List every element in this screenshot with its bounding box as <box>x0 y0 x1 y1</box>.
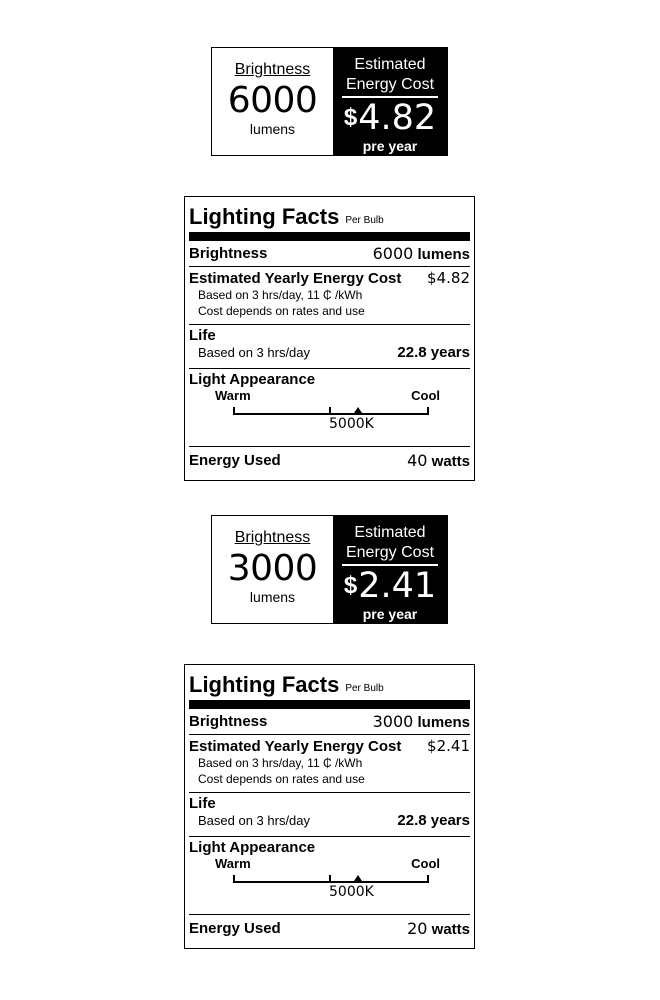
facts-title: Lighting Facts <box>189 672 340 697</box>
energy-summary-label-3000 <box>211 515 448 624</box>
energy-used-value <box>407 451 470 470</box>
life-row <box>189 344 470 361</box>
per-year-text: pre year <box>362 606 418 622</box>
life-value: 22.8 years <box>397 812 470 829</box>
energy-used-row <box>189 447 470 474</box>
currency-symbol: $ <box>343 104 358 131</box>
brightness-label: Brightness <box>189 713 268 730</box>
temperature-marker-icon <box>354 875 362 881</box>
life-label: Life <box>189 795 216 812</box>
brightness-panel <box>212 48 333 155</box>
energy-used-row <box>189 915 470 942</box>
facts-title-row <box>189 197 470 229</box>
color-temperature-scale <box>189 856 470 902</box>
estimated-line-2: Energy Cost <box>345 76 435 93</box>
brightness-panel <box>212 516 333 623</box>
brightness-row <box>189 241 470 266</box>
brightness-number: 6000 <box>372 244 414 263</box>
energy-cost-value: $4.82 <box>427 269 470 287</box>
light-appearance-label: Light Appearance <box>189 371 316 388</box>
cost-wrap <box>344 567 436 605</box>
cost-note-rate: Based on 3 hrs/day, 11 ₵ /kWh <box>198 756 363 770</box>
per-bulb-text: Per Bulb <box>345 215 384 226</box>
scale-tick-mid <box>329 875 331 883</box>
scale-tick-start <box>233 875 235 883</box>
estimated-line-2: Energy Cost <box>345 544 435 561</box>
cost-value: 4.82 <box>358 98 437 138</box>
warm-label: Warm <box>215 388 251 403</box>
energy-cost-panel <box>333 48 447 155</box>
cost-value: 2.41 <box>358 566 437 606</box>
energy-used-value <box>407 919 470 938</box>
thick-divider <box>189 700 470 709</box>
cool-label: Cool <box>411 388 440 403</box>
scale-tick-end <box>427 875 429 883</box>
lumens-value: 6000 <box>227 80 318 121</box>
lumens-value: 3000 <box>227 548 318 589</box>
life-section <box>189 325 470 368</box>
scale-tick-end <box>427 407 429 415</box>
life-note: Based on 3 hrs/day <box>198 813 311 828</box>
scale-bar <box>233 413 429 415</box>
lighting-facts-label-6000 <box>184 196 475 481</box>
lumens-unit: lumens <box>249 589 296 605</box>
life-note: Based on 3 hrs/day <box>198 345 311 360</box>
brightness-value <box>373 244 470 263</box>
cost-note-depends: Cost depends on rates and use <box>198 304 365 318</box>
brightness-unit: lumens <box>417 246 470 263</box>
energy-cost-heading <box>346 523 434 563</box>
life-value: 22.8 years <box>397 344 470 361</box>
brightness-label: Brightness <box>189 245 268 262</box>
facts-title: Lighting Facts <box>189 204 340 229</box>
energy-cost-panel <box>333 516 447 623</box>
kelvin-value: 5000K <box>329 416 374 432</box>
kelvin-value: 5000K <box>329 884 374 900</box>
energy-cost-row <box>189 737 470 755</box>
scale-tick-start <box>233 407 235 415</box>
energy-cost-label: Estimated Yearly Energy Cost <box>189 738 402 755</box>
brightness-heading: Brightness <box>234 61 311 78</box>
light-appearance-section <box>189 837 470 914</box>
energy-summary-label-6000 <box>211 47 448 156</box>
light-appearance-section <box>189 369 470 446</box>
energy-used-number: 20 <box>407 919 428 938</box>
per-year-text: pre year <box>362 138 418 154</box>
life-label: Life <box>189 327 216 344</box>
lighting-facts-label-3000 <box>184 664 475 949</box>
energy-cost-row <box>189 269 470 287</box>
cost-note-depends: Cost depends on rates and use <box>198 772 365 786</box>
currency-symbol: $ <box>343 572 358 599</box>
warm-label: Warm <box>215 856 251 871</box>
scale-tick-mid <box>329 407 331 415</box>
brightness-value <box>373 712 470 731</box>
life-row <box>189 812 470 829</box>
cost-wrap <box>344 99 436 137</box>
energy-cost-section <box>189 735 470 792</box>
cost-note-rate: Based on 3 hrs/day, 11 ₵ /kWh <box>198 288 363 302</box>
energy-used-unit: watts <box>431 453 470 470</box>
energy-used-label: Energy Used <box>189 920 281 937</box>
scale-bar <box>233 881 429 883</box>
facts-title-row <box>189 665 470 697</box>
light-appearance-label: Light Appearance <box>189 839 316 856</box>
energy-used-number: 40 <box>407 451 428 470</box>
estimated-line-1: Estimated <box>354 56 426 73</box>
brightness-heading: Brightness <box>234 529 311 546</box>
energy-cost-section <box>189 267 470 324</box>
energy-cost-label: Estimated Yearly Energy Cost <box>189 270 402 287</box>
brightness-unit: lumens <box>417 714 470 731</box>
energy-used-label: Energy Used <box>189 452 281 469</box>
brightness-number: 3000 <box>372 712 414 731</box>
estimated-line-1: Estimated <box>354 524 426 541</box>
temperature-marker-icon <box>354 407 362 413</box>
energy-cost-heading <box>346 55 434 95</box>
color-temperature-scale <box>189 388 470 434</box>
life-section <box>189 793 470 836</box>
energy-used-unit: watts <box>431 921 470 938</box>
per-bulb-text: Per Bulb <box>345 683 384 694</box>
energy-cost-value: $2.41 <box>427 737 470 755</box>
brightness-row <box>189 709 470 734</box>
cool-label: Cool <box>411 856 440 871</box>
thick-divider <box>189 232 470 241</box>
lumens-unit: lumens <box>249 121 296 137</box>
